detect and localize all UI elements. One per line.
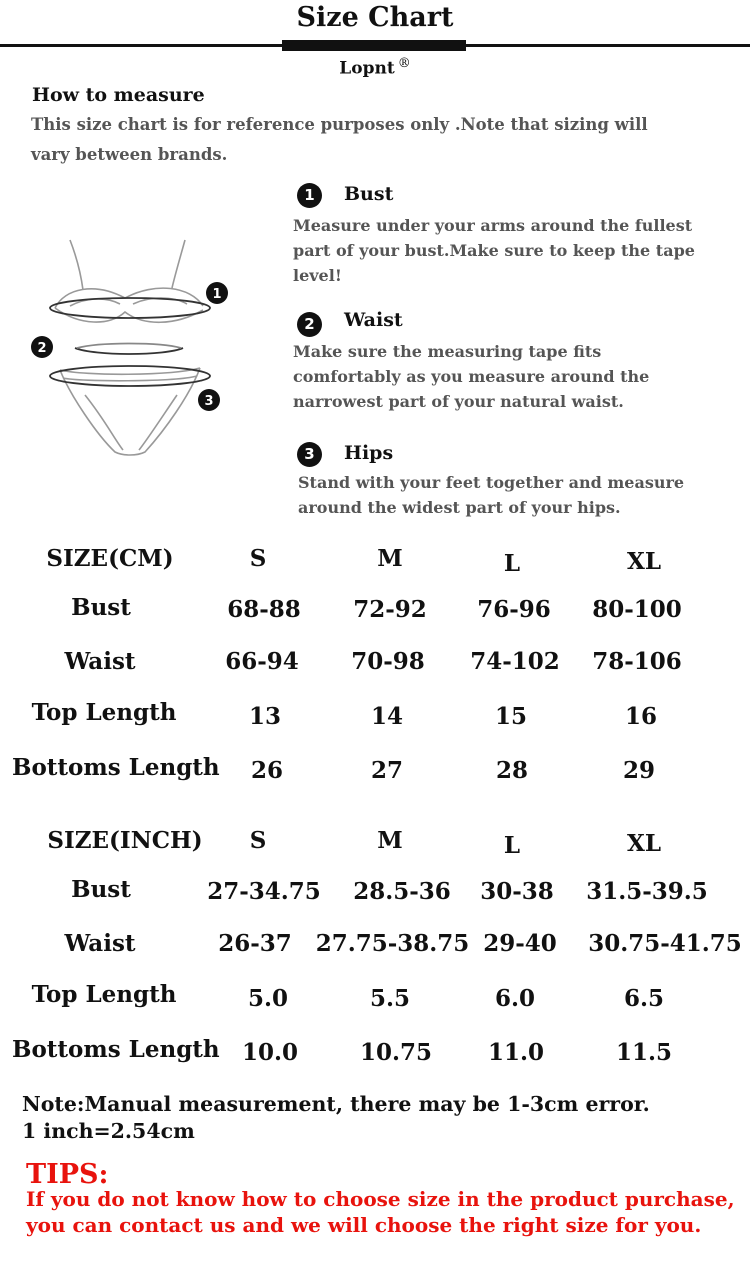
hips-title: Hips bbox=[344, 442, 394, 464]
table-cell: 74-102 bbox=[470, 648, 560, 675]
waist-number-badge: 2 bbox=[297, 312, 322, 337]
table-cell: 70-98 bbox=[351, 648, 425, 675]
table-cell: 14 bbox=[370, 703, 403, 730]
table-cell: 66-94 bbox=[225, 648, 299, 675]
table-cell: 29 bbox=[622, 757, 655, 784]
table-cell: 16 bbox=[624, 703, 657, 730]
table-cell: 10.75 bbox=[359, 1039, 433, 1066]
trademark-mark: ® bbox=[397, 56, 411, 71]
inch-header-m: M bbox=[377, 827, 403, 854]
table-cell: 5.5 bbox=[369, 985, 410, 1012]
brand-name bbox=[0, 56, 750, 79]
table-cell: 11.0 bbox=[487, 1039, 545, 1066]
brand-label: Lopnt bbox=[339, 58, 395, 79]
table-cell: 6.0 bbox=[494, 985, 535, 1012]
hips-instructions: Stand with your feet together and measure around the widest part of your hips. bbox=[298, 473, 685, 517]
cm-header-xl: XL bbox=[626, 548, 662, 575]
inch-conversion-note: 1 inch=2.54cm bbox=[22, 1119, 195, 1143]
page-title: Size Chart bbox=[296, 2, 454, 33]
table-cell: 10.0 bbox=[241, 1039, 299, 1066]
bikini-measure-illustration bbox=[25, 230, 240, 460]
table-cell: 6.5 bbox=[623, 985, 664, 1012]
table-cell: 5.0 bbox=[247, 985, 288, 1012]
bust-instructions: Measure under your arms around the fullest part of your bust.Make sure to keep the tape level! bbox=[293, 216, 695, 285]
cm-header-l: L bbox=[503, 550, 521, 577]
table-cell: 68-88 bbox=[227, 596, 301, 623]
table-cell: 31.5-39.5 bbox=[586, 878, 708, 905]
tips-text: If you do not know how to choose size in the product purchase, you can contact us and we will choose the right size for you. bbox=[26, 1187, 735, 1237]
inch-header-size: SIZE(INCH) bbox=[47, 827, 203, 854]
table-cell: 26 bbox=[250, 757, 283, 784]
svg-text:2: 2 bbox=[37, 341, 47, 356]
bust-number-badge: 1 bbox=[297, 183, 322, 208]
hips-number-badge: 3 bbox=[297, 442, 322, 467]
table-cell: 13 bbox=[248, 703, 281, 730]
cm-header-s: S bbox=[249, 545, 267, 572]
table-cell: 30.75-41.75 bbox=[588, 930, 742, 957]
cm-row-label: Waist bbox=[64, 648, 136, 675]
inch-row-label: Bust bbox=[71, 876, 131, 903]
table-cell: 27.75-38.75 bbox=[315, 930, 470, 957]
bust-title: Bust bbox=[344, 183, 394, 205]
table-cell: 72-92 bbox=[353, 596, 427, 623]
inch-row-label: Waist bbox=[64, 930, 136, 957]
measurement-note: Note:Manual measurement, there may be 1-3cm error. bbox=[22, 1092, 650, 1116]
how-to-measure-heading: How to measure bbox=[32, 84, 205, 106]
cm-row-label: Bottoms Length bbox=[12, 754, 220, 781]
table-cell: 15 bbox=[494, 703, 527, 730]
table-cell: 30-38 bbox=[480, 878, 554, 905]
table-cell: 28.5-36 bbox=[353, 878, 451, 905]
waist-instructions: Make sure the measuring tape fits comfortably as you measure around the narrowest part of your natural waist. bbox=[293, 342, 650, 411]
how-to-measure-text: This size chart is for reference purposes only .Note that sizing will vary between brands. bbox=[31, 115, 648, 164]
table-cell: 80-100 bbox=[592, 596, 682, 623]
tips-heading: TIPS: bbox=[26, 1159, 109, 1190]
cm-row-label: Top Length bbox=[31, 699, 177, 726]
cm-row-label: Bust bbox=[71, 594, 131, 621]
inch-header-l: L bbox=[503, 832, 521, 859]
inch-header-s: S bbox=[249, 827, 267, 854]
inch-row-label: Bottoms Length bbox=[12, 1036, 220, 1063]
table-cell: 26-37 bbox=[218, 930, 292, 957]
header-divider-bar bbox=[282, 40, 466, 51]
table-cell: 76-96 bbox=[477, 596, 551, 623]
waist-title: Waist bbox=[344, 309, 403, 331]
table-cell: 78-106 bbox=[592, 648, 682, 675]
inch-header-xl: XL bbox=[626, 830, 662, 857]
table-cell: 27-34.75 bbox=[207, 878, 321, 905]
table-cell: 27 bbox=[370, 757, 403, 784]
svg-text:1: 1 bbox=[212, 287, 222, 302]
table-cell: 29-40 bbox=[483, 930, 557, 957]
cm-header-size: SIZE(CM) bbox=[46, 545, 174, 572]
table-cell: 28 bbox=[495, 757, 528, 784]
cm-header-m: M bbox=[377, 545, 403, 572]
inch-row-label: Top Length bbox=[31, 981, 177, 1008]
table-cell: 11.5 bbox=[615, 1039, 673, 1066]
svg-text:3: 3 bbox=[204, 394, 214, 409]
